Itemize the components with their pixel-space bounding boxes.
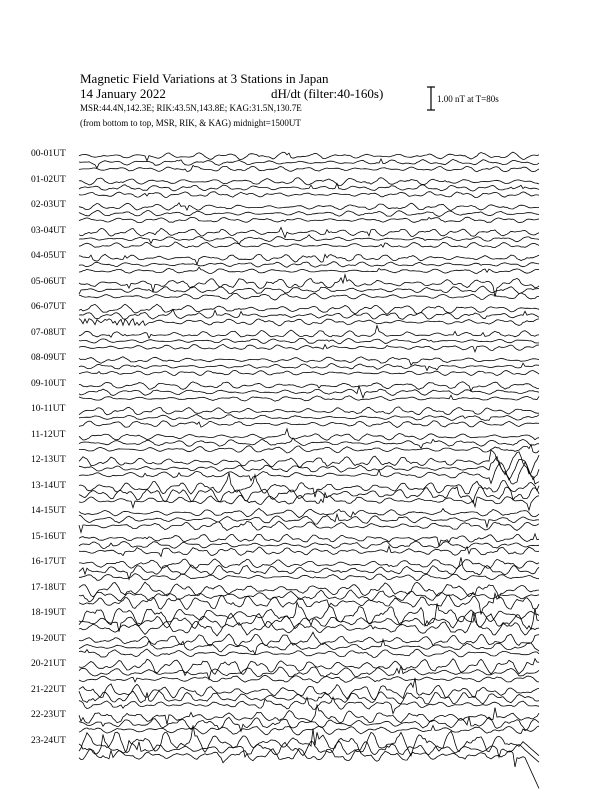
trace-msr-16-17ut	[79, 574, 539, 581]
row-label: 08-09UT	[31, 353, 66, 363]
trace-kag-16-17ut	[79, 559, 539, 569]
trace-kag-08-09ut	[79, 357, 539, 366]
row-label: 06-07UT	[31, 302, 66, 312]
scale-bar-label: 1.00 nT at T=80s	[437, 94, 499, 104]
row-label: 05-06UT	[31, 276, 66, 287]
trace-kag-10-11ut	[79, 407, 539, 415]
trace-msr-04-05ut	[79, 267, 539, 273]
trace-kag-17-18ut	[79, 582, 539, 598]
trace-msr-07-08ut	[79, 344, 539, 352]
row-label: 18-19UT	[31, 608, 66, 618]
trace-kag-01-02ut	[79, 178, 539, 186]
trace-kag-06-07ut	[79, 304, 539, 314]
trace-msr-13-14ut	[79, 493, 539, 511]
trace-msr-18-19ut	[79, 612, 539, 636]
row-label: 15-16UT	[31, 531, 66, 542]
chart-quantity: dH/dt (filter:40-160s)	[271, 86, 384, 101]
trace-rik-05-06ut	[79, 286, 539, 294]
row-label: 12-13UT	[31, 455, 66, 465]
trace-msr-10-11ut	[79, 421, 539, 428]
trace-rik-20-21ut	[79, 666, 539, 680]
trace-group	[79, 152, 539, 788]
trace-kag-00-01ut	[79, 152, 539, 161]
trace-msr-22-23ut	[79, 726, 539, 735]
trace-msr-09-10ut	[79, 395, 539, 401]
trace-msr-05-06ut	[79, 293, 539, 300]
trace-msr-21-22ut	[79, 697, 539, 713]
trace-msr-11-12ut	[79, 445, 539, 453]
row-label: 14-15UT	[31, 506, 66, 516]
trace-rik-06-07ut	[79, 310, 539, 320]
trace-kag-14-15ut	[79, 508, 539, 517]
row-label: 16-17UT	[31, 557, 66, 567]
trace-kag-20-21ut	[79, 659, 539, 675]
row-label: 23-24UT	[31, 735, 66, 746]
row-label: 13-14UT	[31, 480, 66, 491]
trace-kag-18-19ut	[79, 602, 539, 625]
trace-rik-00-01ut	[79, 159, 539, 168]
row-label: 20-21UT	[31, 659, 66, 669]
row-label: 11-12UT	[31, 429, 66, 440]
trace-kag-11-12ut	[79, 429, 539, 441]
trace-rik-23-24ut	[79, 735, 539, 763]
trace-rik-08-09ut	[79, 363, 539, 370]
row-label: 22-23UT	[31, 710, 66, 720]
trace-rik-07-08ut	[79, 338, 539, 343]
row-label: 17-18UT	[31, 582, 66, 593]
trace-msr-23-24ut	[79, 748, 539, 788]
trace-msr-06-07ut	[79, 319, 539, 326]
row-label: 19-20UT	[31, 633, 66, 644]
row-label: 21-22UT	[31, 684, 66, 695]
trace-rik-10-11ut	[79, 415, 539, 421]
row-label: 10-11UT	[31, 404, 66, 414]
trace-kag-07-08ut	[79, 326, 539, 339]
trace-kag-15-16ut	[79, 534, 539, 546]
trace-msr-14-15ut	[79, 521, 539, 532]
trace-msr-19-20ut	[79, 649, 539, 657]
trace-msr-03-04ut	[79, 242, 539, 248]
trace-kag-12-13ut	[79, 450, 539, 474]
trace-rik-12-13ut	[79, 457, 539, 480]
row-label: 03-04UT	[31, 225, 66, 236]
row-label: 01-02UT	[31, 174, 66, 185]
row-label: 04-05UT	[31, 251, 66, 261]
trace-kag-03-04ut	[79, 228, 539, 238]
trace-kag-05-06ut	[79, 275, 539, 297]
row-label: 09-10UT	[31, 378, 66, 389]
chart-date: 14 January 2022	[80, 86, 166, 101]
trace-msr-01-02ut	[79, 192, 539, 198]
trace-msr-00-01ut	[79, 165, 539, 171]
trace-kag-09-10ut	[79, 382, 539, 391]
trace-rik-02-03ut	[79, 211, 539, 217]
trace-msr-15-16ut	[79, 546, 539, 556]
row-label: 02-03UT	[31, 200, 66, 210]
trace-msr-20-21ut	[79, 675, 539, 683]
station-coordinates: MSR:44.4N,142.3E; RIK:43.5N,143.8E; KAG:31.5N,130.7E	[80, 103, 302, 113]
trace-rik-04-05ut	[79, 262, 539, 268]
trace-rik-18-19ut	[79, 608, 539, 631]
row-label: 00-01UT	[31, 149, 66, 159]
trace-kag-02-03ut	[79, 203, 539, 211]
row-label: 07-08UT	[31, 327, 66, 338]
trace-msr-02-03ut	[79, 217, 539, 222]
trace-msr-08-09ut	[79, 370, 539, 375]
chart-title: Magnetic Field Variations at 3 Stations in Japan	[80, 71, 329, 86]
trace-msr-12-13ut	[79, 462, 539, 484]
station-order-note: (from bottom to top, MSR, RIK, & KAG) midnight=1500UT	[80, 118, 301, 128]
trace-rik-15-16ut	[79, 541, 539, 548]
scale-bar	[427, 87, 435, 110]
